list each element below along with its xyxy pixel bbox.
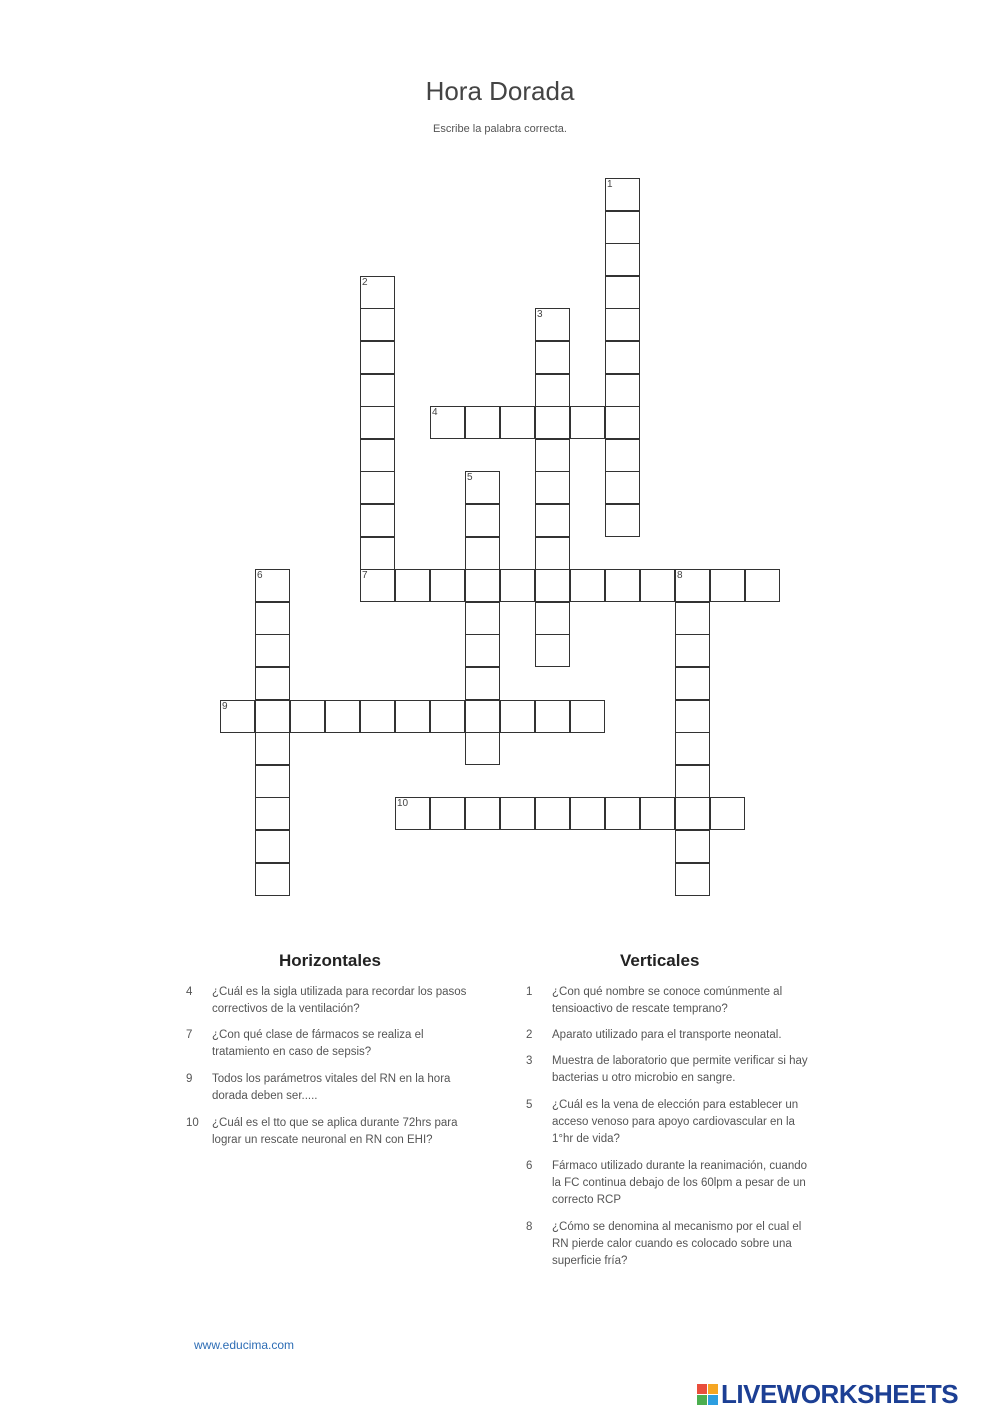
crossword-cell[interactable] [325, 700, 360, 733]
clue-number: 4 [186, 986, 193, 998]
crossword-cell[interactable] [360, 406, 395, 439]
clue-number: 5 [526, 1099, 533, 1111]
crossword-cell[interactable] [500, 569, 535, 602]
crossword-cell[interactable] [465, 406, 500, 439]
crossword-cell[interactable] [605, 439, 640, 472]
clue-number: 9 [222, 700, 228, 712]
crossword-cell[interactable] [640, 569, 675, 602]
crossword-cell[interactable] [570, 700, 605, 733]
crossword-cell[interactable] [535, 504, 570, 537]
crossword-cell[interactable] [465, 602, 500, 635]
crossword-cell[interactable] [535, 537, 570, 570]
crossword-cell[interactable] [535, 634, 570, 667]
footer-link[interactable]: www.educima.com [194, 1338, 295, 1352]
clue-number: 6 [257, 570, 263, 582]
crossword-cell[interactable] [605, 211, 640, 244]
crossword-cell[interactable] [465, 732, 500, 765]
logo-text: LIVEWORKSHEETS [721, 1379, 959, 1409]
crossword-cell[interactable] [255, 569, 290, 602]
crossword-cell[interactable] [605, 341, 640, 374]
crossword-cell[interactable] [255, 667, 290, 700]
logo-square [697, 1395, 707, 1405]
clue-text: ¿Cuál es el tto que se aplica durante 72hrs para lograr un rescate neuronal en RN con EHI? [212, 1117, 458, 1146]
crossword-cell[interactable] [535, 406, 570, 439]
page-title: Hora Dorada [425, 76, 575, 106]
crossword-cell[interactable] [535, 308, 570, 341]
crossword-cell[interactable] [360, 504, 395, 537]
crossword-cell[interactable] [395, 569, 430, 602]
crossword-cell[interactable] [605, 178, 640, 211]
crossword-cell[interactable] [255, 634, 290, 667]
crossword-cell[interactable] [605, 471, 640, 504]
crossword-cell[interactable] [360, 341, 395, 374]
clue-number: 5 [467, 472, 473, 484]
logo-square [708, 1384, 718, 1394]
clue-number: 4 [432, 407, 438, 419]
logo-square [697, 1384, 707, 1394]
crossword-cell[interactable] [360, 700, 395, 733]
crossword-cell[interactable] [675, 667, 710, 700]
clue-text: ¿Cómo se denomina al mecanismo por el cual el RN pierde calor cuando es colocado sobre una superficie fría? [552, 1221, 802, 1267]
crossword-cell[interactable] [465, 634, 500, 667]
crossword-cell[interactable] [360, 471, 395, 504]
crossword-cell[interactable] [465, 569, 500, 602]
crossword-cell[interactable] [360, 439, 395, 472]
crossword-cell[interactable] [430, 569, 465, 602]
crossword-cell[interactable] [465, 667, 500, 700]
crossword-cell[interactable] [605, 308, 640, 341]
crossword-cell[interactable] [605, 243, 640, 276]
clue-number: 10 [397, 798, 409, 810]
crossword-cell[interactable] [395, 797, 430, 830]
crossword-cell[interactable] [500, 797, 535, 830]
crossword-cell[interactable] [220, 700, 255, 733]
liveworksheets-logo [697, 1379, 958, 1410]
crossword-cell[interactable] [255, 797, 290, 830]
crossword-cell[interactable] [605, 569, 640, 602]
crossword-cell[interactable] [605, 504, 640, 537]
crossword-cell[interactable] [605, 374, 640, 407]
crossword-cell[interactable] [535, 700, 570, 733]
crossword-cell[interactable] [675, 797, 710, 830]
crossword-cell[interactable] [535, 374, 570, 407]
clue-number: 1 [526, 986, 533, 998]
crossword-cell[interactable] [465, 797, 500, 830]
crossword-cell[interactable] [255, 830, 290, 863]
clue-number: 6 [526, 1160, 533, 1172]
crossword-cell[interactable] [465, 504, 500, 537]
crossword-cell[interactable] [360, 374, 395, 407]
crossword-cell[interactable] [255, 602, 290, 635]
crossword-cell[interactable] [255, 732, 290, 765]
logo-square [708, 1395, 718, 1405]
clue-text: Aparato utilizado para el transporte neonatal. [552, 1029, 782, 1041]
crossword-cell[interactable] [675, 830, 710, 863]
crossword-cell[interactable] [535, 569, 570, 602]
crossword-cell[interactable] [675, 569, 710, 602]
crossword-cell[interactable] [255, 765, 290, 798]
crossword-cell[interactable] [360, 537, 395, 570]
crossword-cell[interactable] [535, 602, 570, 635]
crossword-cell[interactable] [710, 797, 745, 830]
crossword-cell[interactable] [605, 406, 640, 439]
crossword-cell[interactable] [395, 700, 430, 733]
crossword-cell[interactable] [430, 797, 465, 830]
crossword-cell[interactable] [535, 439, 570, 472]
crossword-cell[interactable] [430, 700, 465, 733]
crossword-cell[interactable] [675, 634, 710, 667]
crossword-cell[interactable] [640, 797, 675, 830]
crossword-cell[interactable] [360, 276, 395, 309]
horizontales-heading: Horizontales [279, 951, 382, 970]
crossword-cell[interactable] [745, 569, 780, 602]
crossword-cell[interactable] [360, 569, 395, 602]
crossword-cell[interactable] [675, 732, 710, 765]
clue-text: ¿Cuál es la sigla utilizada para recordar los pasos correctivos de la ventilación? [212, 986, 467, 1015]
crossword-cell[interactable] [290, 700, 325, 733]
clue-number: 2 [526, 1029, 533, 1041]
crossword-cell[interactable] [535, 471, 570, 504]
crossword-cell[interactable] [535, 797, 570, 830]
crossword-cell[interactable] [675, 765, 710, 798]
crossword-cell[interactable] [465, 537, 500, 570]
clue-number: 2 [362, 276, 368, 288]
clue-text: ¿Cuál es la vena de elección para establecer un acceso venoso para apoyo cardiovascular en la 1°hr de vida? [552, 1099, 799, 1145]
crossword-cell[interactable] [675, 602, 710, 635]
clue-number: 3 [526, 1055, 533, 1067]
crossword-cell[interactable] [605, 276, 640, 309]
clue-text: Muestra de laboratorio que permite verificar si hay bacterias u otro microbio en sangre. [552, 1055, 808, 1084]
clue-number: 9 [186, 1073, 193, 1085]
clue-number: 1 [607, 179, 613, 190]
clue-number: 8 [677, 570, 683, 582]
crossword-cell[interactable] [570, 406, 605, 439]
clue-number: 3 [537, 309, 543, 321]
instructions: Escribe la palabra correcta. [433, 123, 567, 135]
clue-number: 8 [526, 1221, 533, 1233]
crossword-cell[interactable] [570, 797, 605, 830]
crossword-cell[interactable] [605, 797, 640, 830]
crossword-cell[interactable] [255, 863, 290, 896]
clue-number: 7 [186, 1029, 193, 1041]
crossword-cell[interactable] [675, 863, 710, 896]
crossword-cell[interactable] [710, 569, 745, 602]
logo-squares-icon [697, 1384, 718, 1405]
crossword-cell[interactable] [430, 406, 465, 439]
crossword-cell[interactable] [255, 700, 290, 733]
clue-number: 10 [186, 1117, 199, 1129]
crossword-cell[interactable] [675, 700, 710, 733]
crossword-cell[interactable] [535, 341, 570, 374]
crossword-cell[interactable] [465, 471, 500, 504]
crossword-cell[interactable] [570, 569, 605, 602]
verticales-heading: Verticales [620, 951, 700, 970]
crossword-cell[interactable] [465, 700, 500, 733]
clue-text: Todos los parámetros vitales del RN en la hora dorada deben ser..... [212, 1073, 451, 1102]
clue-text: ¿Con qué nombre se conoce comúnmente al tensioactivo de rescate temprano? [552, 986, 783, 1015]
clue-text: ¿Con qué clase de fármacos se realiza el tratamiento en caso de sepsis? [212, 1029, 424, 1058]
crossword-cell[interactable] [500, 406, 535, 439]
clue-number: 7 [362, 570, 368, 582]
crossword-cell[interactable] [360, 308, 395, 341]
crossword-cell[interactable] [500, 700, 535, 733]
clue-text: Fármaco utilizado durante la reanimación, cuando la FC continua debajo de los 60lpm a pesar de un correcto RCP [552, 1160, 808, 1206]
